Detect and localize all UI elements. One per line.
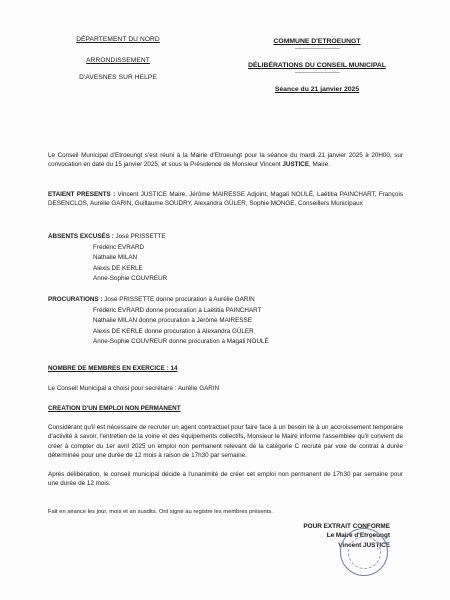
official-seal-stamp [340, 528, 388, 576]
intro-paragraph: Le Conseil Municipal d'Etroeungt s'est réuni à la Mairie d'Etroeungt pour la séance du mardi 21 janvier 2025 à 20H00, sur convocation en date du 15 janvier 2025, et sous la Présidence de Monsieur Vincent JUSTICE, Maire. [48, 152, 403, 169]
presents-paragraph [48, 190, 403, 209]
header-divider-2: --------------------------------- [294, 70, 340, 76]
header-left [48, 36, 188, 81]
presents-label: ETAIENT PRESENTS : [48, 191, 116, 198]
absents-section [48, 232, 167, 285]
procuration-item: Alexis DE KERLE donne procuration à Alexandra GÜLER [93, 327, 254, 335]
signature-line-3: Vincent JUSTICE [338, 541, 390, 549]
commune-title: COMMUNE D'ETROEUNGT [273, 38, 361, 45]
procurations-section [48, 295, 269, 348]
absent-item: Nathalie MILAN [93, 254, 138, 262]
signature-line-1: POUR EXTRAIT CONFORME [303, 523, 390, 530]
arrondissement-name: D'AVESNES SUR HELPE [79, 74, 157, 81]
absent-item: Alexis DE KERLE [93, 264, 143, 272]
header-divider: --------------------------------- [294, 46, 340, 52]
procuration-item: Anne-Sophie COUVREUR donne procuration à Magali NOULÉ [93, 338, 269, 346]
absent-item: Frédéric EVRARD [93, 243, 145, 251]
absent-item: Anne-Sophie COUVREUR [93, 275, 168, 283]
procuration-item: Frédéric EVRARD donne procuration à Laëtitia PAINCHART [93, 306, 262, 314]
absent-item: José PRISSETTE [113, 233, 166, 240]
section-title: CREATION D'UN EMPLOI NON PERMANENT [48, 405, 181, 412]
procuration-item: Nathalie MILAN donne procuration à Jérôme MAIRESSE [93, 317, 252, 325]
header-right [232, 38, 402, 93]
procurations-label: PROCURATIONS : [48, 296, 103, 303]
signature-line-2: Le Maire d'Etroeungt [326, 532, 390, 540]
body-paragraph: Considérant qu'il est nécessaire de recruter un agent contractuel pour faire face à un besoin lié à un accroissement temporaire d'activité à savoir, l'entretien de la voirie et des équipements collectifs, Monsieur le Maire informe l'assemblée qu'il convient de créer à compter du 1er avril 2025 un emploi non permanent relevant de la catégorie C recruté par voie de contrat à durée déterminée pour une durée de 12 mois à raison de 17h30 par semaine. [48, 424, 403, 460]
decision-paragraph: Après délibération, le conseil municipal décide à l'unanimité de créer cet emploi non permanent de 17h30 par semaine pour une durée de 12 mois. [48, 471, 403, 488]
absents-label: ABSENTS EXCUSÉS : [48, 233, 114, 240]
procuration-item: José PRISSETTE donne procuration à Aurélie GARIN [102, 296, 255, 303]
department-label: DÉPARTEMENT DU NORD [76, 36, 160, 43]
seance-date: Séance du 21 janvier 2025 [274, 86, 360, 93]
members-count: NOMBRE DE MEMBRES EN EXERCICE : 14 [48, 365, 178, 372]
deliberations-title: DÉLIBÉRATIONS DU CONSEIL MUNICIPAL [248, 62, 386, 69]
presents-list: Vincent JUSTICE Maire, Jérôme MAIRESSE Adjoint, Magali NOULÉ, Laëtitia PAINCHART, François DESENCLOS, Aurélie GARIN, Guillaume SOUDRY, Alexandra GÜLER, Sophie MONGE, Conseillers Municipaux [48, 191, 403, 208]
secretary-line: Le Conseil Municipal a choisi pour secrétaire : Aurélie GARIN [48, 385, 220, 392]
arrondissement-label: ARRONDISSEMENT [86, 57, 150, 64]
closing-line: Fait en séance les jour, mois et an susdits. Ont signé au registre les membres présents. [48, 509, 273, 515]
